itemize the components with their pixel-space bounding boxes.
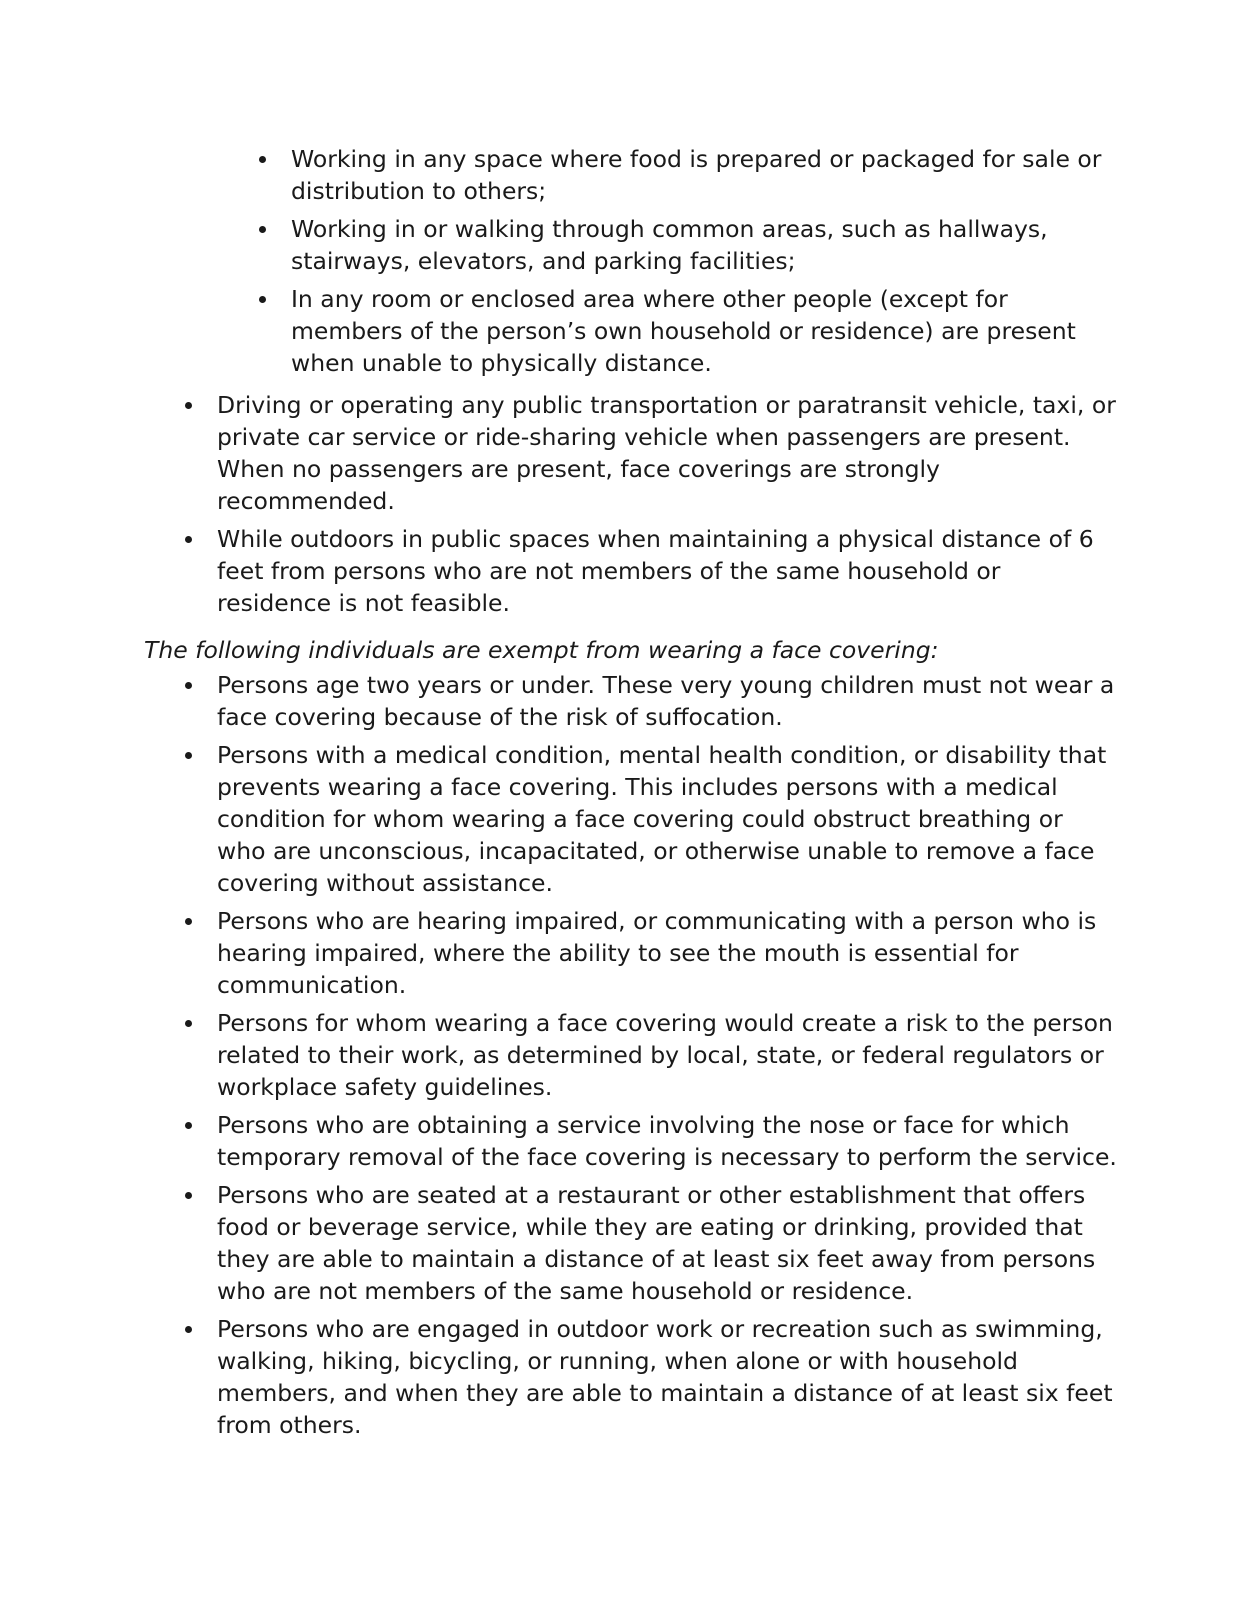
list-item: Working in any space where food is prepared or packaged for sale or distribution to others;	[291, 143, 1111, 207]
nested-bullet-list	[291, 143, 1111, 385]
list-item: Persons who are hearing impaired, or communicating with a person who is hearing impaired, where the ability to see the mouth is essential for communication.	[217, 905, 1117, 1001]
exempt-bullet-list	[217, 669, 1117, 1447]
list-item: In any room or enclosed area where other people (except for members of the person’s own household or residence) are present when unable to physically distance.	[291, 283, 1111, 379]
list-item: Persons age two years or under. These very young children must not wear a face covering because of the risk of suffocation.	[217, 669, 1117, 733]
bullet-list	[217, 389, 1117, 625]
list-item: Persons who are engaged in outdoor work or recreation such as swimming, walking, hiking, bicycling, or running, when alone or with household members, and when they are able to maintain a distance of at least six feet from others.	[217, 1313, 1117, 1441]
list-item: Persons for whom wearing a face covering would create a risk to the person related to their work, as determined by local, state, or federal regulators or workplace safety guidelines.	[217, 1007, 1117, 1103]
list-item: Driving or operating any public transportation or paratransit vehicle, taxi, or private car service or ride-sharing vehicle when passengers are present. When no passengers are present, face coverings are strongly recommended.	[217, 391, 1116, 515]
list-item: Persons who are seated at a restaurant or other establishment that offers food or beverage service, while they are eating or drinking, provided that they are able to maintain a distance of at least six feet away from persons who are not members of the same household or residence.	[217, 1179, 1117, 1307]
list-item: While outdoors in public spaces when maintaining a physical distance of 6 feet from persons who are not members of the same household or residence is not feasible.	[217, 523, 1117, 619]
list-item: Persons with a medical condition, mental health condition, or disability that prevents wearing a face covering. This includes persons with a medical condition for whom wearing a face covering could obstruct breathing or who are unconscious, incapacitated, or otherwise unable to remove a face covering without assistance.	[217, 739, 1117, 899]
list-item: Persons who are obtaining a service involving the nose or face for which temporary removal of the face covering is necessary to perform the service.	[217, 1111, 1117, 1171]
list-item: Working in or walking through common areas, such as hallways, stairways, elevators, and parking facilities;	[291, 213, 1111, 277]
exempt-heading: The following individuals are exempt from wearing a face covering:	[144, 636, 939, 664]
